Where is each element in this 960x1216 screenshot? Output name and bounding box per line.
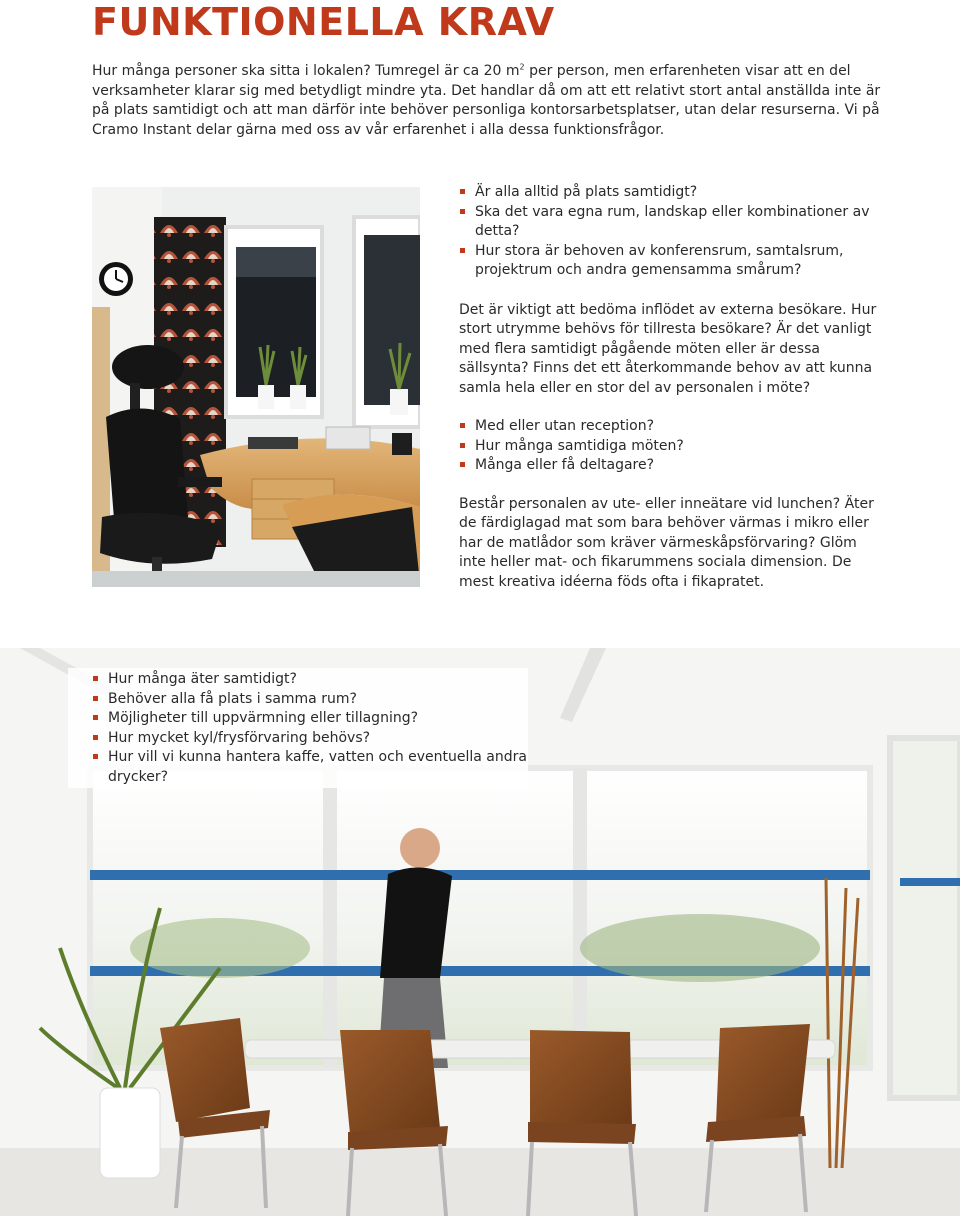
list-item: Möjligheter till uppvärmning eller tillagning?: [92, 709, 532, 729]
list-item: Många eller få deltagare?: [459, 456, 879, 476]
list-item: Behöver alla få plats i samma rum?: [92, 690, 532, 710]
superscript-2: 2: [519, 62, 525, 72]
bullet-list-3: [92, 670, 532, 787]
office-illustration: [92, 187, 420, 587]
bullet-list-1: [459, 183, 879, 281]
intro-text-1: Hur många personer ska sitta i lokalen? Tumregel är ca 20 m: [92, 63, 520, 79]
right-column: [459, 183, 879, 592]
list-item: Hur mycket kyl/frysförvaring behövs?: [92, 729, 532, 749]
list-item: Hur många samtidiga möten?: [459, 437, 879, 457]
bottom-list-container: [92, 670, 532, 787]
lunch-paragraph: Består personalen av ute- eller inneätare vid lunchen? Äter de färdiglagad mat som bara behöver värmas i mikro eller har de matlådor som kräver värmeskåpsförvaring? Glöm inte heller mat- och fikarummens sociala dimension. De mest kreativa idéerna föds ofta i fikapratet.: [459, 495, 874, 590]
office-photo: [92, 187, 420, 587]
intro-paragraph: [92, 62, 882, 140]
list-item: Hur stora är behoven av konferensrum, samtalsrum, projektrum och andra gemensamma smårum?: [459, 242, 879, 281]
list-item: Med eller utan reception?: [459, 417, 879, 437]
page-title: FUNKTIONELLA KRAV: [92, 0, 555, 44]
intro-text-2: per person, men erfarenheten visar att en del verksamheter klarar sig med betydligt mindre yta. Det handlar då om att ett relativt stort antal anställda inte är på plats samtidigt och att man därför inte behöver personliga kontorsarbetsplatser, utan delar resurserna. Vi på Cramo Instant delar gärna med oss av vår erfarenhet i alla dessa funktionsfrågor.: [92, 63, 881, 138]
list-item: Hur vill vi kunna hantera kaffe, vatten och eventuella andra drycker?: [92, 748, 532, 787]
list-item: Ska det vara egna rum, landskap eller kombinationer av detta?: [459, 203, 879, 242]
list-item: Hur många äter samtidigt?: [92, 670, 532, 690]
visitors-paragraph: Det är viktigt att bedöma inflödet av externa besökare. Hur stort utrymme behövs för tillresta besökare? Är det vanligt med flera samtidigt pågående möten eller är dessa sällsynta? Finns det ett återkommande behov av att kunna samla hela eller en stor del av personalen i möte?: [459, 301, 877, 396]
list-item: Är alla alltid på plats samtidigt?: [459, 183, 879, 203]
bullet-list-2: [459, 417, 879, 476]
